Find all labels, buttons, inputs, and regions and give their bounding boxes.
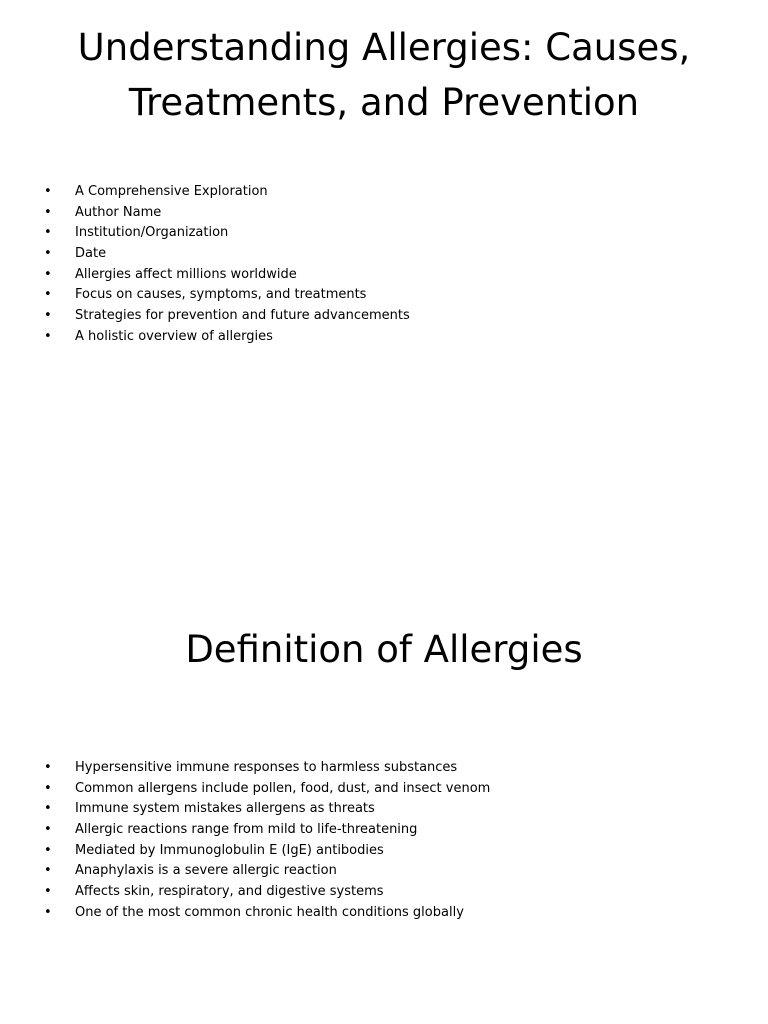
- list-item: [44, 182, 724, 203]
- list-item: [44, 841, 724, 862]
- slide-title: Definition of Allergies: [185, 628, 583, 671]
- list-item: [44, 820, 724, 841]
- list-item: [44, 882, 724, 903]
- list-item-text: Strategies for prevention and future advancements: [75, 308, 410, 324]
- bullet-icon: •: [44, 904, 52, 920]
- list-item: [44, 223, 724, 244]
- bullet-icon: •: [44, 308, 52, 324]
- list-item: [44, 203, 724, 224]
- list-item-text: Date: [75, 246, 107, 262]
- list-item-text: Hypersensitive immune responses to harmless substances: [75, 760, 458, 775]
- list-item: [44, 779, 724, 800]
- list-item: [44, 903, 724, 924]
- list-item-text: Immune system mistakes allergens as threats: [75, 801, 375, 817]
- list-item: [44, 799, 724, 820]
- list-item: [44, 306, 724, 327]
- list-item-text: Affects skin, respiratory, and digestive systems: [75, 884, 384, 900]
- list-item: [44, 285, 724, 306]
- slide-title: Understanding Allergies: Causes, Treatments, and Prevention: [77, 26, 691, 124]
- list-item-text: A holistic overview of allergies: [75, 328, 273, 344]
- bullet-icon: •: [44, 204, 52, 220]
- list-item-text: Focus on causes, symptoms, and treatments: [75, 287, 367, 303]
- bullet-icon: •: [44, 822, 52, 838]
- list-item-text: Common allergens include pollen, food, dust, and insect venom: [75, 780, 491, 796]
- list-item: [44, 244, 724, 265]
- list-item-text: Anaphylaxis is a severe allergic reaction: [75, 863, 337, 879]
- list-item-text: Allergic reactions range from mild to life-threatening: [75, 822, 418, 838]
- bullet-icon: •: [44, 225, 52, 241]
- list-item-text: Mediated by Immunoglobulin E (IgE) antibodies: [75, 842, 384, 858]
- bullet-icon: •: [44, 801, 52, 817]
- list-item: [44, 758, 724, 779]
- bullet-icon: •: [44, 884, 52, 900]
- bullet-icon: •: [44, 246, 52, 262]
- bullet-list: [44, 758, 724, 924]
- list-item: [44, 327, 724, 348]
- bullet-icon: •: [44, 266, 52, 282]
- list-item-text: Institution/Organization: [75, 225, 229, 241]
- bullet-icon: •: [44, 842, 52, 858]
- list-item-text: Allergies affect millions worldwide: [75, 266, 297, 282]
- bullet-icon: •: [44, 184, 52, 199]
- bullet-icon: •: [44, 287, 52, 303]
- list-item: [44, 265, 724, 286]
- list-item-text: Author Name: [75, 204, 162, 220]
- list-item: [44, 861, 724, 882]
- list-item-text: One of the most common chronic health conditions globally: [75, 904, 464, 920]
- bullet-icon: •: [44, 760, 52, 775]
- bullet-list: [44, 182, 724, 348]
- bullet-icon: •: [44, 780, 52, 796]
- bullet-icon: •: [44, 328, 52, 344]
- list-item-text: A Comprehensive Exploration: [75, 184, 268, 199]
- bullet-icon: •: [44, 863, 52, 879]
- slide-2: [0, 576, 768, 1024]
